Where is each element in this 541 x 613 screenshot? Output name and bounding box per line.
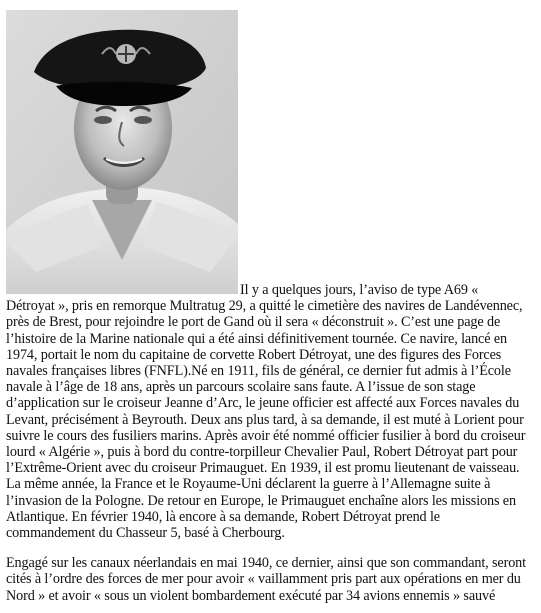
photo-wrap-spacer — [6, 0, 238, 284]
article-paragraph-2: Engagé sur les canaux néerlandais en mai 1940, ce dernier, ainsi que son commandant, seront cités à l’ordre des forces de mer pour avoir « vaillamment pris part aux opérations en mer du Nord » et avoir « sous un violent bombardement exécuté par 34 avions ennemis » sauvé — [6, 555, 526, 604]
article-text — [6, 0, 526, 604]
article-paragraph-1: Il y a quelques jours, l’aviso de type A69 « Détroyat », pris en remorque Multratug 29, a quitté le cimetière des navires de Landévennec, près de Brest, pour rejoindre le port de Gand où il sera « déconstruit ». C’est une page de l’histoire de la Marine nationale qui a été ainsi définitivement tournée. Ce navire, lancé en 1974, portait le nom du capitaine de corvette Robert Détroyat, une des figures des Forces navales françaises libres (FNFL).Né en 1911, fils de général, ce dernier fut admis à l’École navale à l’âge de 18 ans, après un parcours scolaire sans faute. A l’issue de son stage d’application sur le croiseur Jeanne d’Arc, le jeune officier est affecté aux Forces navales du Levant, précisément à Beyrouth. Deux ans plus tard, à sa demande, il est muté à Lorient pour suivre le cours des fusiliers marins. Après avoir été nommé officier fusilier à bord du croiseur lourd « Algérie », puis à bord du contre-torpilleur Chevalier Paul, Robert Détroyat part pour l’Extrême-Orient avec du croiseur Primauguet. En 1939, il est promu lieutenant de vaisseau. La même année, la France et le Royaume-Uni déclarent la guerre à l’Allemagne suite à l’invasion de la Pologne. De retour en Europe, le Primauguet enchaîne alors les missions en Atlantique. En février 1940, là encore à sa demande, Robert Détroyat prend le commandement du Chasseur 5, basé à Cherbourg. — [6, 282, 526, 542]
